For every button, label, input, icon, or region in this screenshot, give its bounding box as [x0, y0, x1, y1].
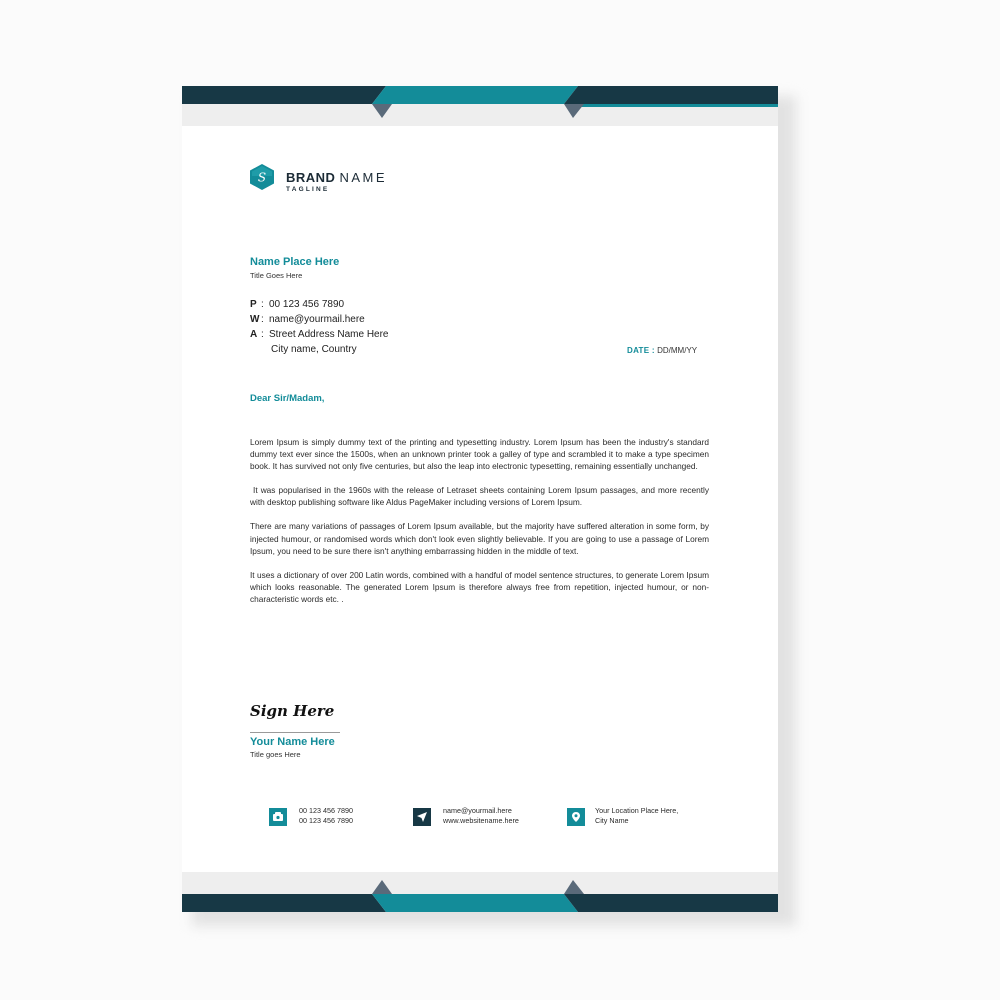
footer-phone-line2: 00 123 456 7890 — [299, 816, 353, 825]
footer-location-line1: Your Location Place Here, — [595, 806, 679, 815]
footer-phone — [299, 806, 353, 826]
contact-web-key: W — [250, 314, 260, 325]
contact-address-value: Street Address Name Here — [269, 329, 389, 340]
contact-phone-key: P — [250, 299, 257, 310]
location-pin-icon — [570, 811, 582, 823]
salutation: Dear Sir/Madam, — [250, 393, 325, 404]
date-value: DD/MM/YY — [657, 346, 698, 355]
date-line — [627, 346, 697, 355]
contact-address: A : Street Address Name Here — [250, 329, 389, 340]
phone-icon — [272, 811, 284, 823]
body-paragraph: It uses a dictionary of over 200 Latin words, combined with a handful of model sentence structures, to generate Lorem Ipsum which looks reasonable. The generated Lorem Ipsum is therefore always free from repetition, injected humour, or non-characteristic words etc. . — [250, 569, 709, 604]
footer-email: name@yourmail.here — [443, 806, 512, 815]
footer-decoration — [182, 872, 778, 912]
footer-web — [443, 806, 519, 826]
brand-logo-letter: S — [257, 170, 267, 185]
brand-tagline: TAGLINE — [286, 186, 330, 193]
contact-address-key: A — [250, 329, 258, 340]
brand-name — [286, 170, 387, 185]
sender-block — [250, 256, 339, 280]
contact-city: City name, Country — [271, 344, 357, 355]
contact-web: W : name@yourmail.here — [250, 314, 365, 325]
signature-line — [250, 732, 340, 733]
footer-web-badge — [413, 808, 431, 826]
body-paragraph: Lorem Ipsum is simply dummy text of the printing and typesetting industry. Lorem Ipsum has been the industry's standard dummy text ever since the 1500s, when an unknown printer took a galley of type and scrambled it to make a type specimen book. It has survived not only five centuries, but also the leap into electronic typesetting, remaining essentially unchanged. — [250, 437, 709, 472]
contact-web-value: name@yourmail.here — [269, 314, 365, 325]
signer-title: Title goes Here — [250, 750, 301, 759]
brand-name-bold: BRAND — [286, 170, 336, 185]
footer-location-line2: City Name — [595, 816, 629, 825]
footer-phone-badge — [269, 808, 287, 826]
brand-name-light: NAME — [339, 170, 388, 185]
header-decoration — [182, 86, 778, 126]
footer-location — [595, 806, 678, 826]
footer-phone-line1: 00 123 456 7890 — [299, 806, 353, 815]
sender-title: Title Goes Here — [250, 271, 303, 280]
signature: Sign Here — [250, 702, 335, 720]
footer-website: www.websitename.here — [443, 816, 519, 825]
letterhead-page — [182, 86, 778, 912]
sender-name: Name Place Here — [250, 256, 340, 268]
letter-body — [250, 436, 712, 617]
footer-location-badge — [567, 808, 585, 826]
date-label: DATE : — [627, 346, 655, 355]
contact-phone: P : 00 123 456 7890 — [250, 299, 345, 310]
contact-phone-value: 00 123 456 7890 — [269, 299, 345, 310]
body-paragraph: It was popularised in the 1960s with the release of Letraset sheets containing Lorem Ipsum passages, and more recently with desktop publishing software like Aldus PageMaker including versions of Lorem Ipsum. — [250, 485, 712, 508]
brand-hexagon-icon — [250, 164, 274, 190]
body-paragraph: There are many variations of passages of Lorem Ipsum available, but the majority have suffered alteration in some form, by injected humour, or randomised words which don't look even slightly believable. If you are going to use a passage of Lorem Ipsum, you need to be sure there isn't anything embarrassing hidden in the middle of text. — [250, 521, 709, 556]
send-icon — [416, 811, 428, 823]
signer-name: Your Name Here — [250, 736, 335, 748]
contact-block — [250, 297, 389, 357]
